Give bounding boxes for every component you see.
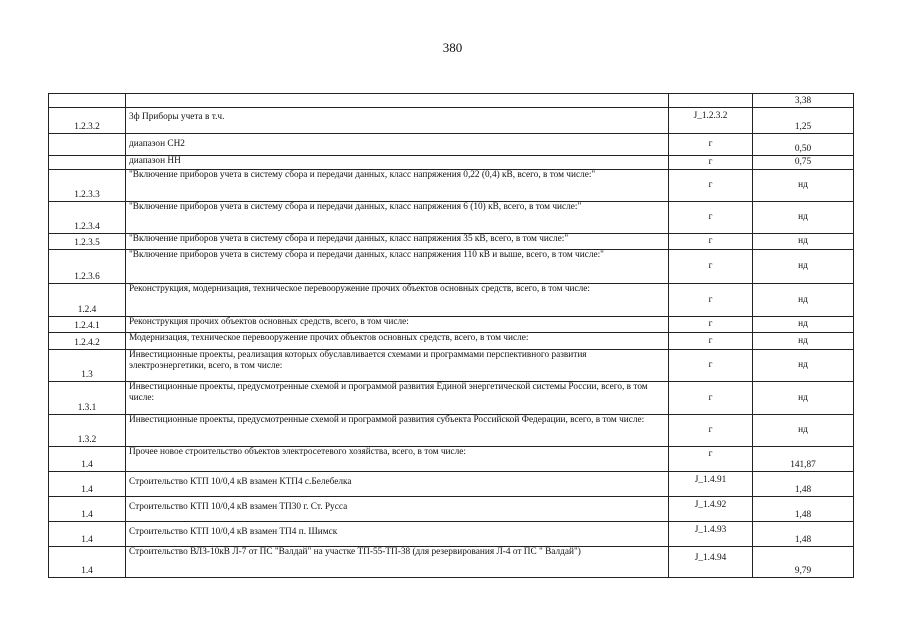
row-name: Реконструкция, модернизация, техническое перевооружение прочих объектов основных средств, всего, в том числе: — [126, 284, 669, 317]
row-name: "Включение приборов учета в систему сбора и передачи данных, класс напряжения 0,22 (0,4) кВ, всего, в том числе:" — [126, 170, 669, 202]
row-number: 1.2.3.6 — [49, 250, 126, 284]
row-code: г — [669, 382, 753, 415]
row-value: 3,38 — [753, 94, 854, 108]
row-number: 1.2.4.2 — [49, 333, 126, 350]
row-name: Модернизация, техническое перевооружение прочих объектов основных средств, всего, в том числе: — [126, 333, 669, 350]
row-value: нд — [753, 415, 854, 447]
row-value: нд — [753, 284, 854, 317]
row-number: 1.2.3.5 — [49, 234, 126, 250]
row-value: 0,50 — [753, 134, 854, 156]
table-row — [49, 284, 854, 317]
table-row — [49, 522, 854, 547]
row-value: нд — [753, 202, 854, 234]
table-row — [49, 415, 854, 447]
row-value: нд — [753, 317, 854, 333]
table-row — [49, 333, 854, 350]
row-value: нд — [753, 234, 854, 250]
row-number: 1.4 — [49, 497, 126, 522]
row-value: нд — [753, 170, 854, 202]
row-number — [49, 134, 126, 156]
row-value: нд — [753, 250, 854, 284]
table-row — [49, 94, 854, 108]
row-code: г — [669, 170, 753, 202]
row-code: г — [669, 317, 753, 333]
row-code: г — [669, 333, 753, 350]
row-code: J_1.4.91 — [669, 472, 753, 497]
row-code: г — [669, 156, 753, 170]
row-code: J_1.2.3.2 — [669, 108, 753, 134]
row-code: г — [669, 234, 753, 250]
table-row — [49, 202, 854, 234]
row-name: Строительство ВЛЗ-10кВ Л-7 от ПС "Валдай" на участке ТП-55-ТП-38 (для резервирования Л-4 от ПС " Валдай") — [126, 547, 669, 578]
row-number: 1.2.4 — [49, 284, 126, 317]
row-number: 1.2.3.4 — [49, 202, 126, 234]
table-row — [49, 134, 854, 156]
table-row — [49, 108, 854, 134]
row-name: "Включение приборов учета в систему сбора и передачи данных, класс напряжения 35 кВ, всего, в том числе:" — [126, 234, 669, 250]
row-number: 1.2.3.3 — [49, 170, 126, 202]
table-row — [49, 497, 854, 522]
row-name: Инвестиционные проекты, реализация которых обуславливается схемами и программами перспективного развития электроэнергетики, всего, в том числе: — [126, 350, 669, 382]
row-code: г — [669, 415, 753, 447]
row-code — [669, 94, 753, 108]
row-value: 1,48 — [753, 497, 854, 522]
row-code: г — [669, 447, 753, 472]
row-code: J_1.4.93 — [669, 522, 753, 547]
investment-program-table — [48, 93, 854, 578]
row-name: диапазон НН — [126, 156, 669, 170]
row-value: нд — [753, 382, 854, 415]
row-code: г — [669, 350, 753, 382]
row-name: диапазон СН2 — [126, 134, 669, 156]
table-row — [49, 156, 854, 170]
row-name — [126, 94, 669, 108]
row-code: г — [669, 202, 753, 234]
row-value: нд — [753, 333, 854, 350]
row-number: 1.4 — [49, 472, 126, 497]
row-code: г — [669, 250, 753, 284]
row-name: Строительство КТП 10/0,4 кВ взамен ТП30 г. Ст. Русса — [126, 497, 669, 522]
row-name: "Включение приборов учета в систему сбора и передачи данных, класс напряжения 110 кВ и выше, всего, в том числе:" — [126, 250, 669, 284]
table-row — [49, 170, 854, 202]
table-row — [49, 472, 854, 497]
row-name: Прочее новое строительство объектов электросетевого хозяйства, всего, в том числе: — [126, 447, 669, 472]
row-number: 1.3 — [49, 350, 126, 382]
row-name: Строительство КТП 10/0,4 кВ взамен КТП4 с.Белебелка — [126, 472, 669, 497]
row-number: 1.2.3.2 — [49, 108, 126, 134]
table-row — [49, 234, 854, 250]
row-number — [49, 94, 126, 108]
row-value: 141,87 — [753, 447, 854, 472]
row-value: 0,75 — [753, 156, 854, 170]
row-value: 1,25 — [753, 108, 854, 134]
table-row — [49, 447, 854, 472]
row-number: 1.4 — [49, 447, 126, 472]
row-name: Инвестиционные проекты, предусмотренные схемой и программой развития Единой энергетической системы России, всего, в том числе: — [126, 382, 669, 415]
row-number: 1.3.2 — [49, 415, 126, 447]
row-value: 1,48 — [753, 472, 854, 497]
table-row — [49, 547, 854, 578]
row-code: J_1.4.92 — [669, 497, 753, 522]
row-name: "Включение приборов учета в систему сбора и передачи данных, класс напряжения 6 (10) кВ, всего, в том числе:" — [126, 202, 669, 234]
table-row — [49, 317, 854, 333]
page-number: 380 — [442, 40, 463, 55]
row-code: г — [669, 134, 753, 156]
table-row — [49, 250, 854, 284]
row-value: 9,79 — [753, 547, 854, 578]
row-code: г — [669, 284, 753, 317]
row-value: 1,48 — [753, 522, 854, 547]
row-number: 1.4 — [49, 547, 126, 578]
row-number: 1.3.1 — [49, 382, 126, 415]
row-number — [49, 156, 126, 170]
table-row — [49, 350, 854, 382]
table-row — [49, 382, 854, 415]
row-name: Реконструкция прочих объектов основных средств, всего, в том числе: — [126, 317, 669, 333]
row-code: J_1.4.94 — [669, 547, 753, 578]
row-name: 3ф Приборы учета в т.ч. — [126, 108, 669, 134]
row-name: Строительство КТП 10/0,4 кВ взамен ТП4 п. Шимск — [126, 522, 669, 547]
row-name: Инвестиционные проекты, предусмотренные схемой и программой развития субъекта Российской Федерации, всего, в том числе: — [126, 415, 669, 447]
row-number: 1.4 — [49, 522, 126, 547]
row-value: нд — [753, 350, 854, 382]
row-number: 1.2.4.1 — [49, 317, 126, 333]
